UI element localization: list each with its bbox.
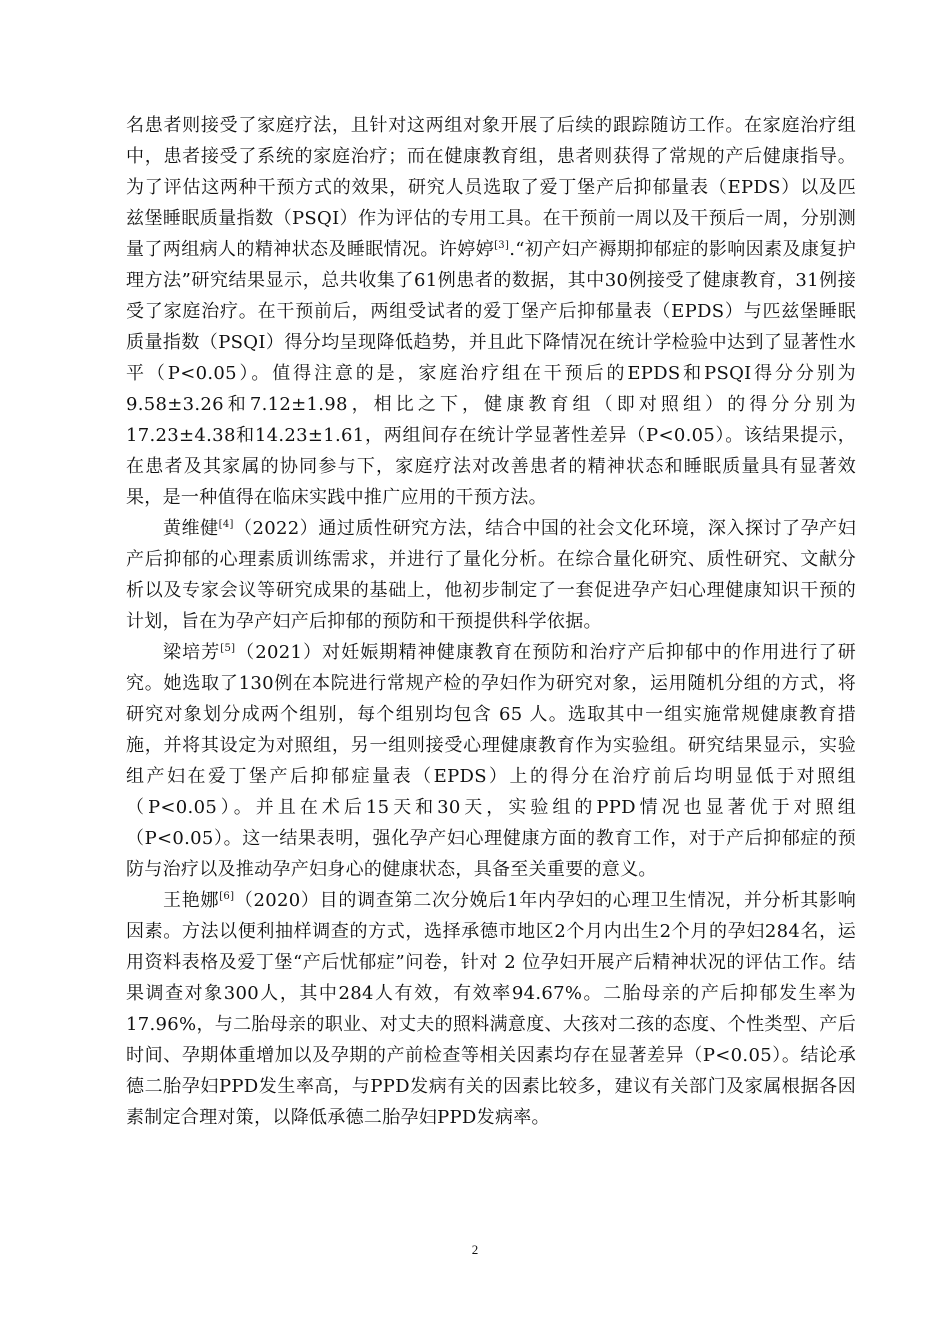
paragraph-text: （2021）对妊娠期精神健康教育在预防和治疗产后抑郁中的作用进行了研究。她选取了130例在本院进行常规产检的孕妇作为研究对象，运用随机分组的方式，将研究对象划分成两个组别，每个组别均包含 65 人。选取其中一组实施常规健康教育措施，并将其设定为对照组，另一组则接受心理健康教育作为实验组。研究结果显示，实验组产妇在爱丁堡产后抑郁症量表（EPDS）上的得分在治疗前后均明显低于对照组（P<0.05）。并且在术后15天和30天，实验组的PPD情况也显著优于对照组（P<0.05）。这一结果表明，强化孕产妇心理健康方面的教育工作，对于产后抑郁症的预防与治疗以及推动孕产妇身心的健康状态，具备至关重要的意义。 <box>126 642 856 880</box>
paragraph <box>126 637 856 885</box>
document-body <box>126 110 856 1133</box>
citation-ref: [3] <box>494 240 510 251</box>
citation-ref: [4] <box>218 519 234 530</box>
paragraph <box>126 513 856 637</box>
citation-ref: [5] <box>220 643 236 654</box>
paragraph <box>126 110 856 513</box>
paragraph-text: （2022）通过质性研究方法，结合中国的社会文化环境，深入探讨了孕产妇产后抑郁的心理素质训练需求，并进行了量化分析。在综合量化研究、质性研究、文献分析以及专家会议等研究成果的基础上，他初步制定了一套促进孕产妇心理健康知识干预的计划，旨在为孕产妇产后抑郁的预防和干预提供科学依据。 <box>126 518 856 632</box>
paragraph-text: 黄维健 <box>163 518 219 539</box>
paragraph-text: .“初产妇产褥期抑郁症的影响因素及康复护理方法”研究结果显示，总共收集了61例患者的数据，其中30例接受了健康教育，31例接受了家庭治疗。在干预前后，两组受试者的爱丁堡产后抑郁量表（EPDS）与匹兹堡睡眠质量指数（PSQI）得分均呈现降低趋势，并且此下降情况在统计学检验中达到了显著性水平（P<0.05）。值得注意的是，家庭治疗组在干预后的EPDS和PSQI得分分别为9.58±3.26和7.12±1.98，相比之下，健康教育组（即对照组）的得分分别为17.23±4.38和14.23±1.61，两组间存在统计学显著性差异（P<0.05）。该结果提示，在患者及其家属的协同参与下，家庭疗法对改善患者的精神状态和睡眠质量具有显著效果，是一种值得在临床实践中推广应用的干预方法。 <box>126 239 857 508</box>
paragraph <box>126 885 856 1133</box>
paragraph-text: （2020）目的调查第二次分娩后1年内孕妇的心理卫生情况，并分析其影响因素。方法以便利抽样调查的方式，选择承德市地区2个月内出生2个月的孕妇284名，运用资料表格及爱丁堡“产后忧郁症”问卷，针对 2 位孕妇开展产后精神状况的评估工作。结果调查对象300人，其中284人有效，有效率94.67%。二胎母亲的产后抑郁发生率为17.96%，与二胎母亲的职业、对丈夫的照料满意度、大孩对二孩的态度、个性类型、产后时间、孕期体重增加以及孕期的产前检查等相关因素均存在显著差异（P<0.05）。结论承德二胎孕妇PPD发生率高，与PPD发病有关的因素比较多，建议有关部门及家属根据各因素制定合理对策，以降低承德二胎孕妇PPD发病率。 <box>126 890 856 1128</box>
paragraph-text: 名患者则接受了家庭疗法，且针对这两组对象开展了后续的跟踪随访工作。在家庭治疗组中，患者接受了系统的家庭治疗；而在健康教育组，患者则获得了常规的产后健康指导。为了评估这两种干预方式的效果，研究人员选取了爱丁堡产后抑郁量表（EPDS）以及匹兹堡睡眠质量指数（PSQI）作为评估的专用工具。在干预前一周以及干预后一周，分别测量了两组病人的精神状态及睡眠情况。许婷婷 <box>126 115 856 260</box>
page-number: 2 <box>471 1242 479 1257</box>
paragraph-text: 王艳娜 <box>163 890 220 911</box>
citation-ref: [6] <box>219 891 235 902</box>
paragraph-text: 梁培芳 <box>163 642 221 663</box>
